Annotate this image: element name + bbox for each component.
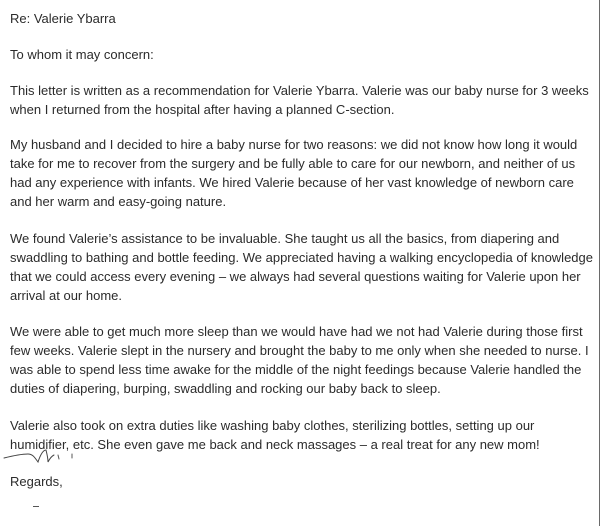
paragraph-assistance: We found Valerie’s assistance to be invaluable. She taught us all the basics, from diapering and swaddling to bathing and bottle feeding. We appreciated having a walking encyclopedia of knowledge that we could access every evening – we always had several questions waiting for Valerie upon her arrival at our home.	[10, 231, 593, 303]
handwritten-signature	[0, 440, 120, 470]
letter-closing: Regards,	[10, 474, 63, 489]
paragraph-sleep: We were able to get much more sleep than we would have had we not had Valerie during those first few weeks. Valerie slept in the nursery and brought the baby to me only when she needed to nurse. I was able to spend less time awake for the middle of the night feedings because Valerie handled the duties of diapering, burping, swaddling and rocking our baby back to sleep.	[10, 324, 589, 396]
letter-body	[10, 9, 594, 491]
paragraph-extra-duties: Valerie also took on extra duties like washing baby clothes, sterilizing bottles, setting up our humidifier, etc. She even gave me back and neck massages – a real treat for any new mom!	[10, 418, 540, 452]
bottom-mark	[33, 506, 39, 507]
letter-salutation: To whom it may concern:	[10, 47, 154, 62]
page-edge-line	[599, 0, 600, 526]
letter-subject: Re: Valerie Ybarra	[10, 11, 116, 26]
signature-stroke-dot-1	[58, 455, 59, 459]
paragraph-recommendation: This letter is written as a recommendation for Valerie Ybarra. Valerie was our baby nurse for 3 weeks when I returned from the hospital after having a planned C-section.	[10, 83, 589, 117]
signature-stroke-main	[4, 450, 54, 462]
paragraph-reasons: My husband and I decided to hire a baby nurse for two reasons: we did not know how long it would take for me to recover from the surgery and be fully able to care for our newborn, and neither of us had any experience with infants. We hired Valerie because of her vast knowledge of newborn care and her warm and easy-going nature.	[10, 137, 578, 209]
